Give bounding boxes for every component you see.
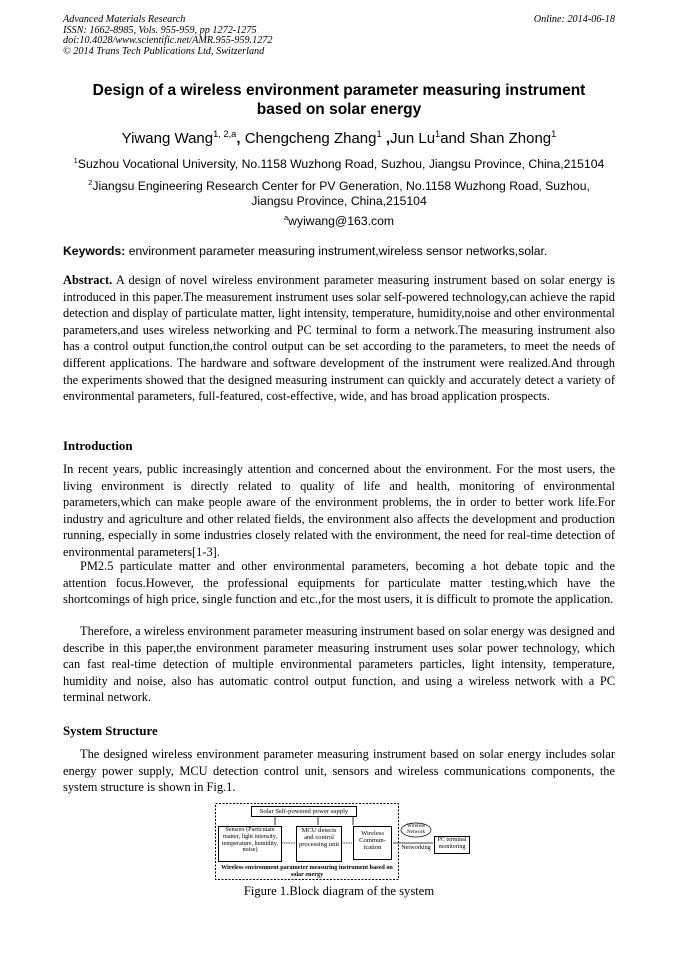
email-sup: a xyxy=(283,212,289,222)
abstract xyxy=(63,272,615,405)
sensors-block: Sensors (Particulate matter, light intensity, temperature, humidity, noise) xyxy=(218,826,282,862)
abstract-label: Abstract. xyxy=(63,273,113,287)
keywords-text: environment parameter measuring instrument,wireless sensor networks,solar. xyxy=(128,244,548,258)
online-date: Online: 2014-06-18 xyxy=(533,14,615,25)
aff1-sup: 1 xyxy=(73,155,78,165)
aff2-sup: 2 xyxy=(88,177,93,187)
instrument-frame-label: Wireless environment parameter measuring instrument based on solar energy xyxy=(221,864,393,878)
wireless-block: Wireless Commun-ication xyxy=(353,826,392,860)
keywords-label: Keywords: xyxy=(63,244,126,258)
author-3-sup: 1 xyxy=(435,129,441,139)
copyright-line: © 2014 Trans Tech Publications Ltd, Switzerland xyxy=(63,45,265,57)
block-diagram xyxy=(215,803,471,881)
journal-name: Advanced Materials Research xyxy=(63,14,186,25)
intro-paragraph-1: In recent years, public increasingly attention and concerned about the environment. For the most users, the living environment is directly related to quality of life and health, monitoring of environmental parameters,which can make people aware of the environment problems, the in order to better work life.For industry and agriculture and other related fields, the environment also affects the development and production running, especially in some industries closely related with the environment, the need for real-time detection of environmental parameters[1-3]. xyxy=(63,462,615,559)
abstract-text: A design of novel wireless environment parameter measuring instrument based on solar energy is introduced in this paper.The measurement instrument uses solar self-powered technology,can achieve the rapid detection and display of particulate matter, light intensity, temperature, humidity,noise and other environmental parameters,and uses wireless networking and PC terminal to form a network.The measuring instrument also has a control output function,the control output can be set according to the parameters, to meet the needs of different applications. The hardware and software development of the instrument were realized.And through the experiments showed that the designed measuring instrument can quickly and accurately detect a variety of environmental parameters, full-featured, cost-effective, wide, and has broad application prospects. xyxy=(63,273,615,404)
aff2-line-2: Jiangsu Province, China,215104 xyxy=(251,194,427,208)
pc-terminal-block: PC terminal monitoring xyxy=(434,836,470,854)
aff2-line-1: Jiangsu Engineering Research Center for PV Generation, No.1158 Wuzhong Road, Suzhou, xyxy=(92,179,590,193)
title-line-2: based on solar energy xyxy=(256,101,422,118)
issn-line: ISSN: 1662-8985, Vols. 955-959, pp 1272-1275 xyxy=(63,24,257,36)
author-2: Chengcheng Zhang xyxy=(244,130,377,147)
journal-header xyxy=(63,15,272,57)
author-1: Yiwang Wang xyxy=(121,130,214,147)
power-supply-block: Solar Self-powered power supply xyxy=(251,806,357,817)
author-2-sup: 1 xyxy=(376,129,382,139)
figure-caption: Figure 1.Block diagram of the system xyxy=(243,884,435,898)
heading-introduction: Introduction xyxy=(63,439,133,453)
networking-label: Networking xyxy=(401,844,431,851)
intro-paragraph-3: Therefore, a wireless environment parameter measuring instrument based on solar energy was designed and describe in this paper,the environment parameter measuring instrument uses solar power technology, which can fast real-time detection of multiple environmental parameters particles, light intensity, temperature, humidity and noise, also has automatic control output function, and using a wireless network with a PC terminal network. xyxy=(63,624,615,705)
affiliation-2 xyxy=(63,179,615,209)
affiliation-1 xyxy=(63,157,615,172)
keywords xyxy=(63,244,615,258)
title-line-1: Design of a wireless environment parameter measuring instrument xyxy=(92,82,586,99)
author-4-sup: 1 xyxy=(551,129,557,139)
network-label: Wireless Network xyxy=(406,823,426,835)
paper-title xyxy=(63,81,615,119)
aff1-text: Suzhou Vocational University, No.1158 Wuzhong Road, Suzhou, Jiangsu Province, China,215104 xyxy=(77,157,605,171)
authors-line: Yiwang Wang$^{1, 2,a}$, Chengcheng Zhang$^1$ ,Jun Lu$^1$and Shan Zhong$^1$ xyxy=(121,129,557,147)
heading-system-structure: System Structure xyxy=(63,724,158,738)
doi-line: doi:10.4028/www.scientific.net/AMR.955-959.1272 xyxy=(63,35,273,47)
mcu-block: MCU detects and control processing unit xyxy=(296,826,342,862)
author-1-sup: 1, 2,a xyxy=(213,129,237,139)
author-4: Shan Zhong xyxy=(469,130,552,147)
system-paragraph-1: The designed wireless environment parameter measuring instrument based on solar energy includes solar energy power supply, MCU detection control unit, sensors and wireless communications components, the system structure is shown in Fig.1. xyxy=(63,747,615,795)
email: wyiwang@163.com xyxy=(288,214,395,228)
intro-paragraph-2: PM2.5 particulate matter and other environmental parameters, becoming a hot debate topic and the attention focus.However, the professional equipments for particulate matter testing,which have the shortcomings of high price, single function and etc.,for the most users, it is difficult to promote the application. xyxy=(63,559,615,607)
author-3: Jun Lu xyxy=(390,130,436,147)
author-and: and xyxy=(440,130,466,147)
email-line xyxy=(63,214,615,229)
